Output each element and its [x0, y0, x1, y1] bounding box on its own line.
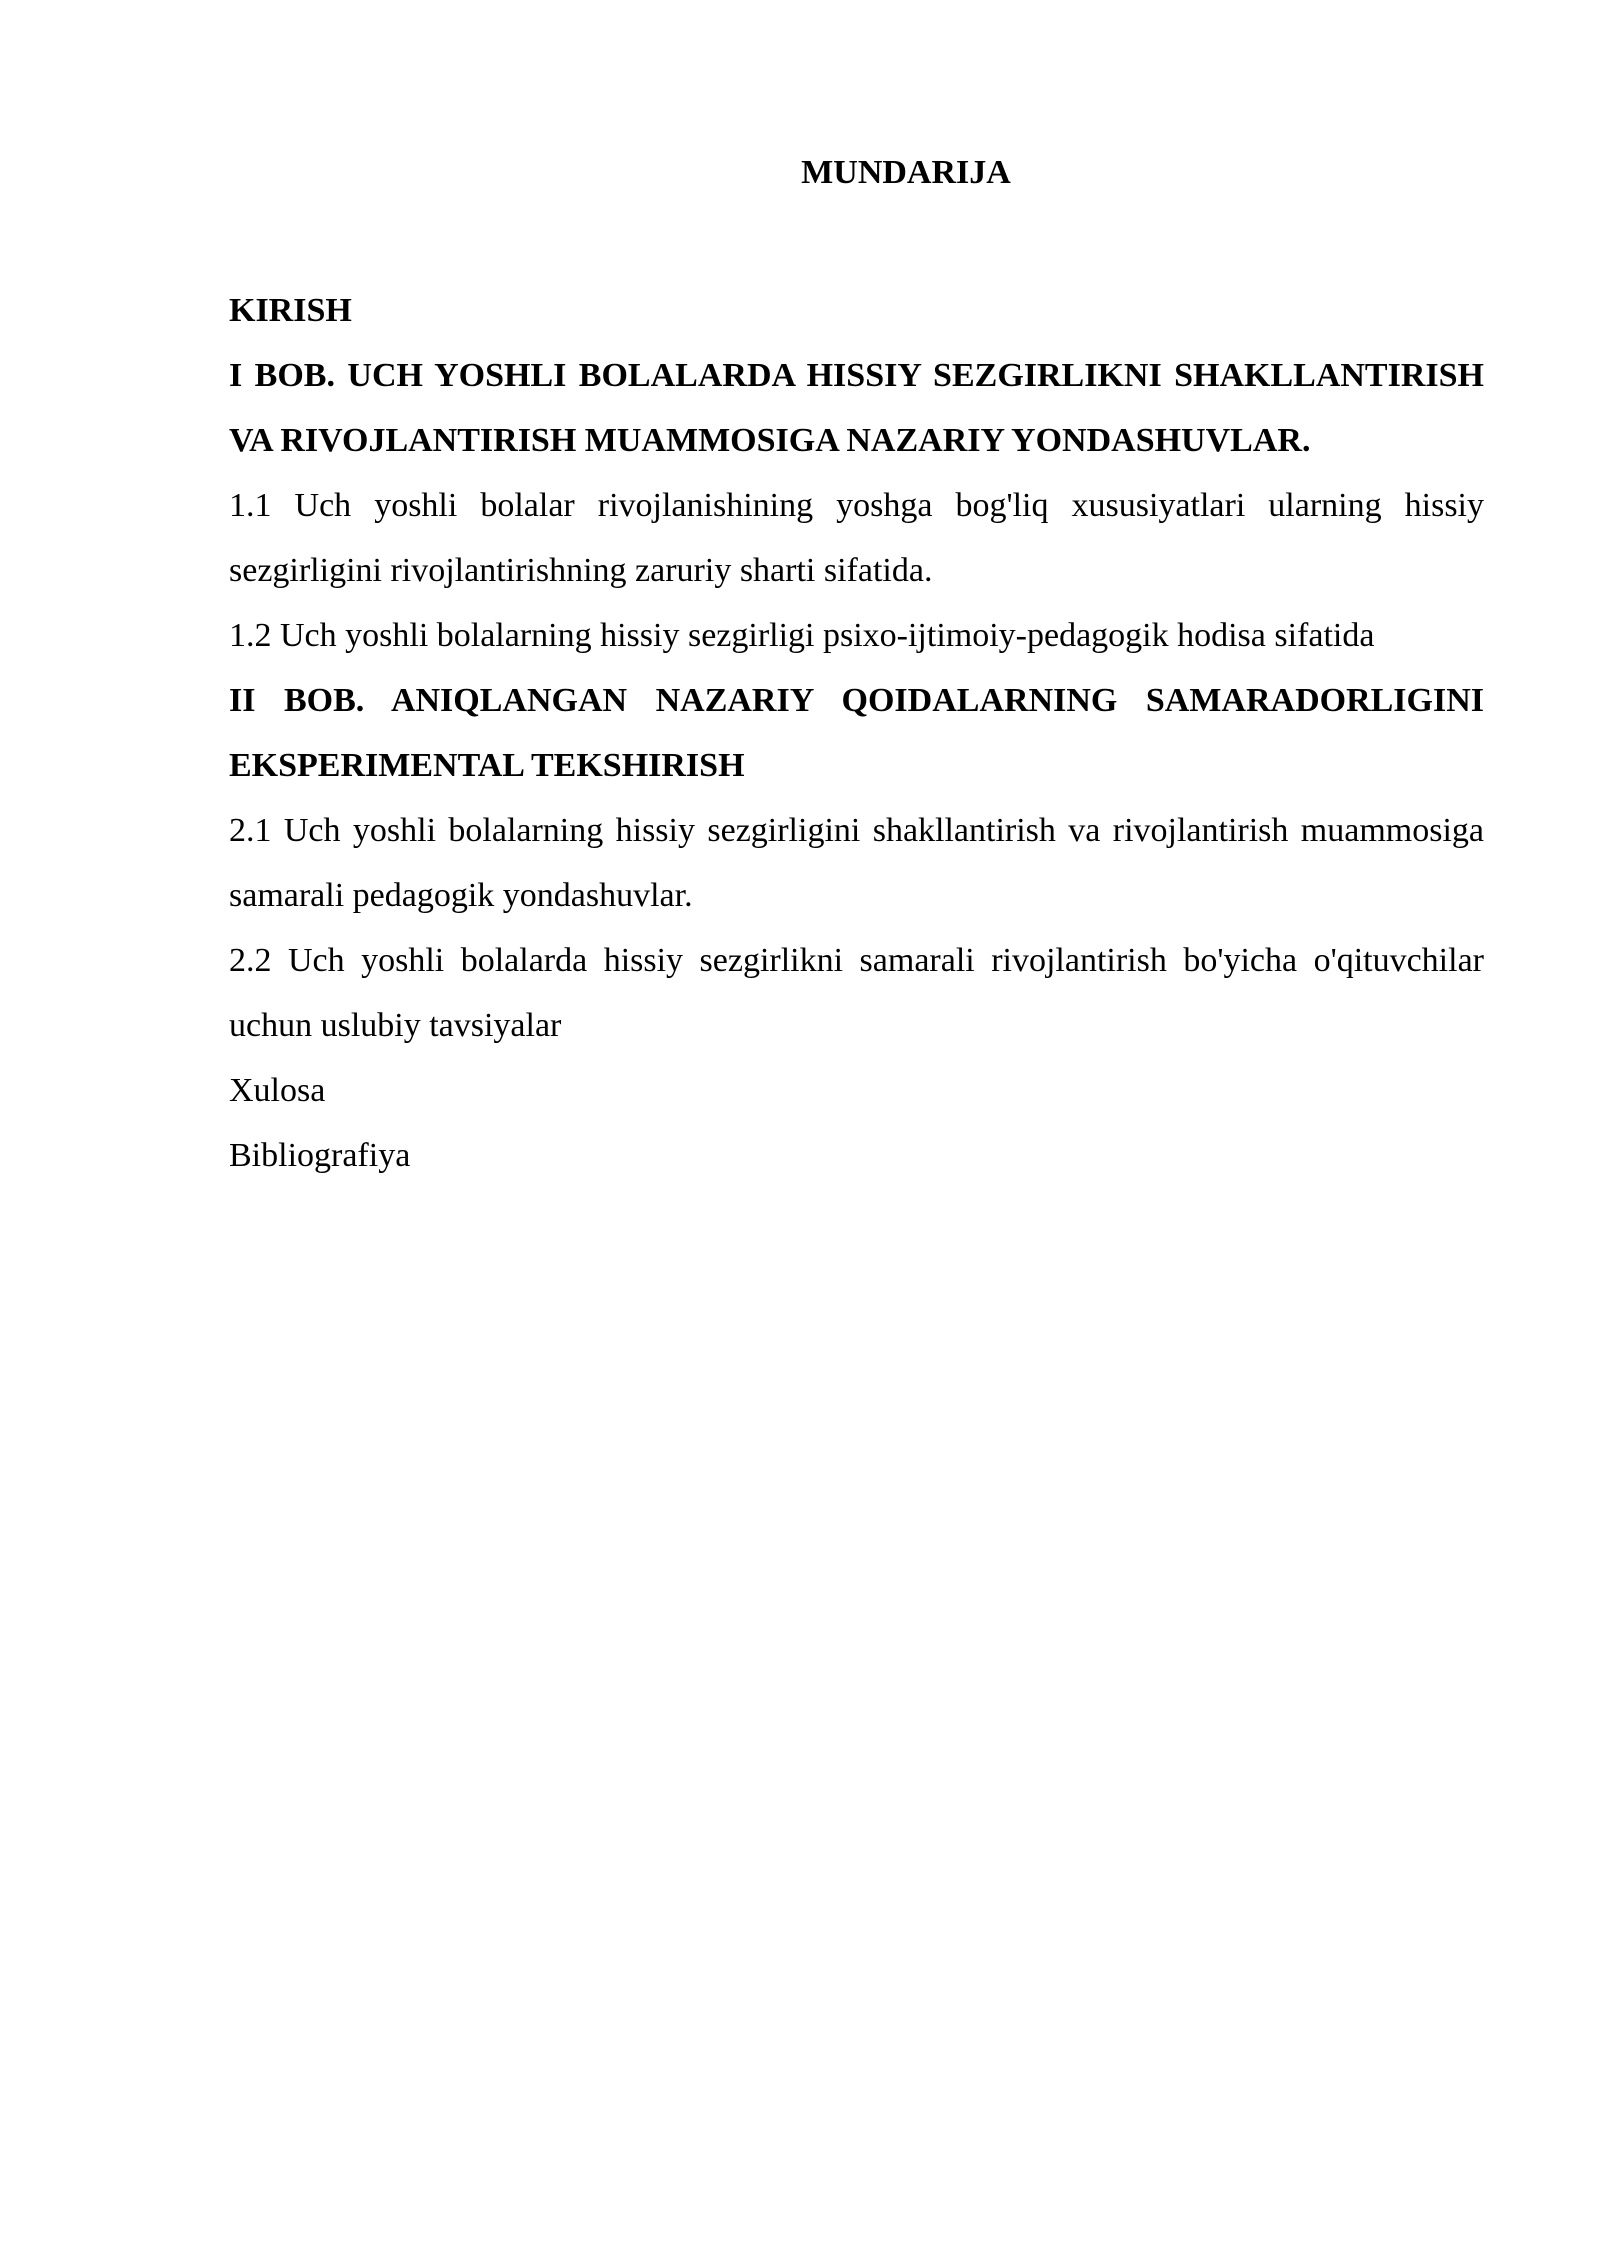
toc-entry-section-2-1: 2.1 Uch yoshli bolalarning hissiy sezgirligini shakllantirish va rivojlantirish muammosiga samarali pedagogik yondashuvlar.	[229, 812, 1484, 914]
toc-entry-section-2-2: 2.2 Uch yoshli bolalarda hissiy sezgirlikni samarali rivojlantirish bo'yicha o'qituvchilar uchun uslubiy tavsiyalar	[229, 942, 1484, 1044]
toc-entry-section-1-1: 1.1 Uch yoshli bolalar rivojlanishining yoshga bog'liq xususiyatlari ularning hissiy sezgirligini rivojlantirishning zaruriy sharti sifatida.	[229, 487, 1484, 589]
toc-entry-bibliography: Bibliografiya	[229, 1137, 411, 1174]
toc-entry-conclusion: Xulosa	[229, 1072, 326, 1109]
toc-entry-introduction: KIRISH	[229, 292, 352, 329]
toc-entry-chapter-2: II BOB. ANIQLANGAN NAZARIY QOIDALARNING SAMARADORLIGINI EKSPERIMENTAL TEKSHIRISH	[229, 682, 1484, 784]
toc-entry-chapter-1: I BOB. UCH YOSHLI BOLALARDA HISSIY SEZGIRLIKNI SHAKLLANTIRISH VA RIVOJLANTIRISH MUAMMOSIGA NAZARIY YONDASHUVLAR.	[229, 357, 1484, 459]
table-of-contents	[229, 278, 1484, 1188]
toc-entry-section-1-2: 1.2 Uch yoshli bolalarning hissiy sezgirligi psixo-ijtimoiy-pedagogik hodisa sifatida	[229, 617, 1375, 654]
page-title: MUNDARIJA	[801, 154, 1011, 191]
